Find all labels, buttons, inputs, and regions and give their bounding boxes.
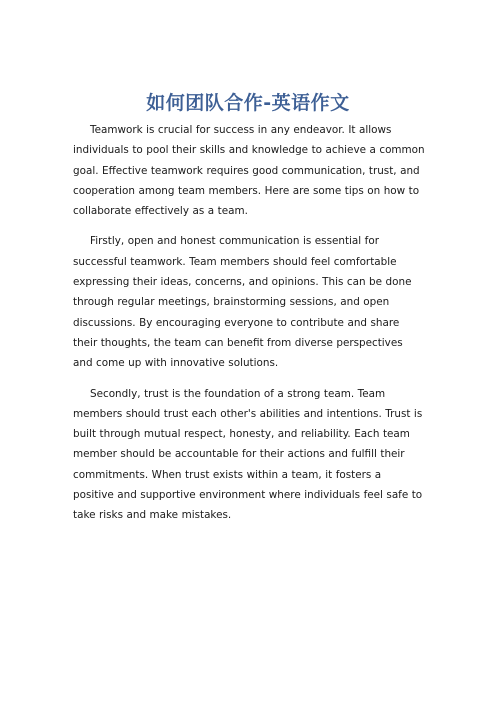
document-body [73,120,425,536]
document-title: 如何团队合作-英语作文 [146,92,350,114]
paragraph-intro: Teamwork is crucial for success in any endeavor. It allows individuals to pool their skills and knowledge to achieve a common goal. Effective teamwork requires good communication, trust, and cooperation among team members. Here are some tips on how to collaborate effectively as a team. [73,124,425,218]
paragraph-trust: Secondly, trust is the foundation of a strong team. Team members should trust each other's abilities and intentions. Trust is built through mutual respect, honesty, and reliability. Each team member should be accountable for their actions and fulfill their commitments. When trust exists within a team, it fosters a positive and supportive environment where individuals feel safe to take risks and make mistakes. [73,387,423,522]
paragraph-communication: Firstly, open and honest communication is essential for successful teamwork. Team members should feel comfortable expressing their ideas, concerns, and opinions. This can be done through regular meetings, brainstorming sessions, and open discussions. By encouraging everyone to contribute and share their thoughts, the team can benefit from diverse perspectives and come up with innovative solutions. [73,235,412,370]
